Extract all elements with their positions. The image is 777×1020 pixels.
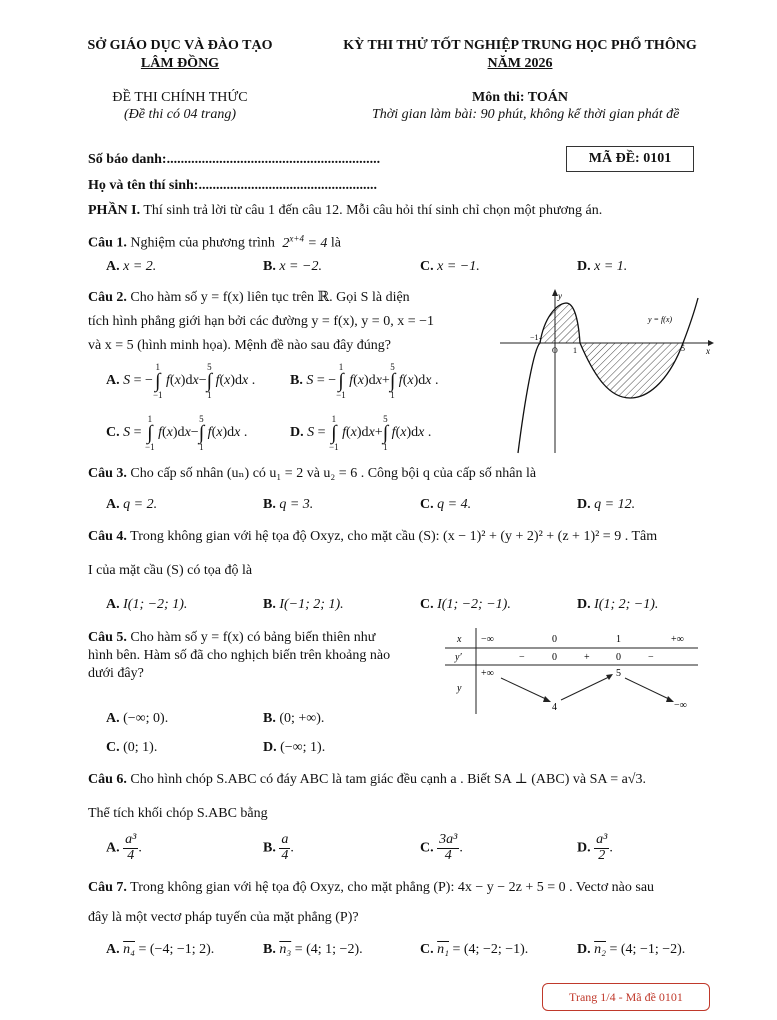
official-label: ĐỀ THI CHÍNH THỨC <box>112 90 248 105</box>
option-d[interactable]: D. x = 1. <box>577 259 628 274</box>
part-title <box>88 203 748 219</box>
question-2-line1 <box>88 289 483 306</box>
option-d[interactable]: D. S = 1 ∫ −1 f(x)dx+5 ∫ 1 f(x)dx . <box>290 414 432 452</box>
option-a[interactable]: A. I(1; −2; 1). <box>106 597 188 612</box>
pages-note: (Đề thi có 04 trang) <box>124 107 236 122</box>
option-c[interactable]: C. q = 4. <box>420 497 472 512</box>
question-label: Câu 7. <box>88 880 127 895</box>
option-d[interactable]: D. $\frac{\text{a³}}{2}$ . <box>577 832 613 863</box>
option-d[interactable]: D. I(1; 2; −1). <box>577 597 659 612</box>
exam-year: NĂM 2026 <box>487 56 553 71</box>
table-x-header: x <box>457 634 462 645</box>
sign: − <box>648 652 654 663</box>
option-b[interactable]: B. (0; +∞). <box>263 711 325 726</box>
subject: Môn thi: TOÁN <box>472 90 568 105</box>
option-c[interactable]: C. x = −1. <box>420 259 480 274</box>
question-6-line2: Thể tích khối chóp S.ABC bằng <box>88 806 268 821</box>
question-text: Trong không gian với hệ tọa độ Oxyz, cho mặt phẳng (P): 4x − y − 2z + 5 = 0 . Vectơ nào sau <box>130 880 655 895</box>
question-2-line2: tích hình phẳng giới hạn bởi các đường y = f(x), y = 0, x = −1 <box>88 314 434 329</box>
x-value: 1 <box>616 634 621 645</box>
option-d[interactable]: D. n₂ = (4; −1; −2). <box>577 942 686 957</box>
tick-origin: O <box>552 346 558 355</box>
option-a[interactable]: A. q = 2. <box>106 497 158 512</box>
sign: + <box>584 652 590 663</box>
tick-one: 1 <box>573 346 577 355</box>
dept-province: LÂM ĐỒNG <box>140 56 220 71</box>
y-axis-label: y <box>558 291 562 301</box>
table-yprime-header: y′ <box>455 652 462 663</box>
question-7-line1 <box>88 880 768 896</box>
curve-label: y = f(x) <box>648 315 673 324</box>
sign: − <box>519 652 525 663</box>
option-b[interactable]: B. q = 3. <box>263 497 314 512</box>
page-footer: Trang 1/4 - Mã đề 0101 <box>542 983 710 1011</box>
question-4-line2: I của mặt cầu (S) có tọa độ là <box>88 563 253 578</box>
y-value: −∞ <box>674 700 687 711</box>
question-3 <box>88 465 758 482</box>
x-axis-label: x <box>706 346 710 356</box>
sign: 0 <box>552 652 557 663</box>
option-c[interactable]: C. I(1; −2; −1). <box>420 597 511 612</box>
option-a[interactable]: A. n₄ = (−4; −1; 2). <box>106 942 215 957</box>
tick-five: 5 <box>681 344 685 353</box>
function-graph <box>500 288 715 456</box>
variation-table <box>445 628 700 716</box>
x-value: +∞ <box>671 634 684 645</box>
question-text: Trong không gian với hệ tọa độ Oxyz, cho mặt cầu (S): (x − 1)² + (y + 2)² + (z + 1)² = 9 . Tâm <box>130 529 658 544</box>
option-c[interactable]: C. (0; 1). <box>106 740 158 755</box>
question-label: Câu 6. <box>88 772 127 787</box>
question-label: Câu 3. <box>88 466 127 481</box>
option-d[interactable]: D. (−∞; 1). <box>263 740 326 755</box>
sign: 0 <box>616 652 621 663</box>
exam-title: KỲ THI THỬ TỐT NGHIỆP TRUNG HỌC PHỔ THÔNG <box>343 38 697 53</box>
question-tail: là <box>330 235 342 251</box>
option-d[interactable]: D. q = 12. <box>577 497 636 512</box>
question-label: Câu 1. <box>88 235 127 251</box>
question-label: Câu 4. <box>88 529 127 544</box>
option-a[interactable]: A. S = −1 ∫ −1 f(x)dx−5 ∫ 1 f(x)dx . <box>106 362 256 400</box>
option-a[interactable]: A. (−∞; 0). <box>106 711 169 726</box>
time-note: Thời gian làm bài: 90 phút, không kể thời gian phát đề <box>372 107 680 122</box>
question-4-line1 <box>88 529 758 545</box>
option-a[interactable]: A. $\frac{\text{a³}}{4}$ . <box>106 832 142 863</box>
question-1 <box>88 233 341 252</box>
question-text: Nghiệm của phương trình <box>130 235 275 251</box>
question-5-line3: dưới đây? <box>88 666 144 681</box>
option-b[interactable]: B. I(−1; 2; 1). <box>263 597 344 612</box>
option-c[interactable]: C. $\frac{\text{3a³}}{4}$ . <box>420 832 463 863</box>
question-label: Câu 5. <box>88 630 127 645</box>
question-5-line1 <box>88 630 428 646</box>
tick-minus-one: −1 <box>530 333 539 342</box>
question-text: Cho hàm số y = f(x) liên tục trên ℝ. Gọi S là diện <box>130 290 410 305</box>
question-7-line2: đây là một vectơ pháp tuyến của mặt phẳng (P)? <box>88 910 359 925</box>
option-b[interactable]: B. S = −1 ∫ −1 f(x)dx+5 ∫ 1 f(x)dx . <box>290 362 439 400</box>
option-b[interactable]: B. x = −2. <box>263 259 322 274</box>
question-6-line1 <box>88 771 768 788</box>
option-b[interactable]: B. $\frac{a}{4}$ . <box>263 832 294 863</box>
question-text: Cho hình chóp S.ABC có đáy ABC là tam giác đều cạnh a . Biết SA ⊥ (ABC) và SA = a√3. <box>130 772 646 787</box>
option-c[interactable]: C. n₁ = (4; −2; −1). <box>420 942 529 957</box>
y-value: 5 <box>616 668 621 679</box>
x-value: 0 <box>552 634 557 645</box>
option-b[interactable]: B. n₃ = (4; 1; −2). <box>263 942 363 957</box>
question-text: Cho cấp số nhân (uₙ) có u₁ = 2 và u₂ = 6 . Công bội q của cấp số nhân là <box>130 466 537 481</box>
option-a[interactable]: A. x = 2. <box>106 259 157 274</box>
y-value: 4 <box>552 702 557 713</box>
question-label: Câu 2. <box>88 290 127 305</box>
question-2-line3: và x = 5 (hình minh họa). Mệnh đề nào sau đây đúng? <box>88 338 391 353</box>
table-y-header: y <box>457 683 462 694</box>
dept-name: SỞ GIÁO DỤC VÀ ĐÀO TẠO <box>87 38 273 53</box>
exam-code-box: MÃ ĐỀ: 0101 <box>566 146 694 172</box>
option-c[interactable]: C. S = 1 ∫ −1 f(x)dx−5 ∫ 1 f(x)dx . <box>106 414 248 452</box>
y-value: +∞ <box>481 668 494 679</box>
candidate-name-field: Họ và tên thí sinh:................................................... <box>88 178 377 193</box>
question-5-line2: hình bên. Hàm số đã cho nghịch biến trên khoảng nào <box>88 648 391 663</box>
equation: $2^{x+4} = 4$ <box>282 233 328 251</box>
part-label: PHẦN I. <box>88 203 141 218</box>
part-description: Thí sinh trả lời từ câu 1 đến câu 12. Mỗi câu hỏi thí sinh chỉ chọn một phương án. <box>140 203 603 218</box>
x-value: −∞ <box>481 634 494 645</box>
question-text: Cho hàm số y = f(x) có bảng biến thiên như <box>130 630 376 645</box>
candidate-number-field: Số báo danh:............................................................. <box>88 152 381 167</box>
